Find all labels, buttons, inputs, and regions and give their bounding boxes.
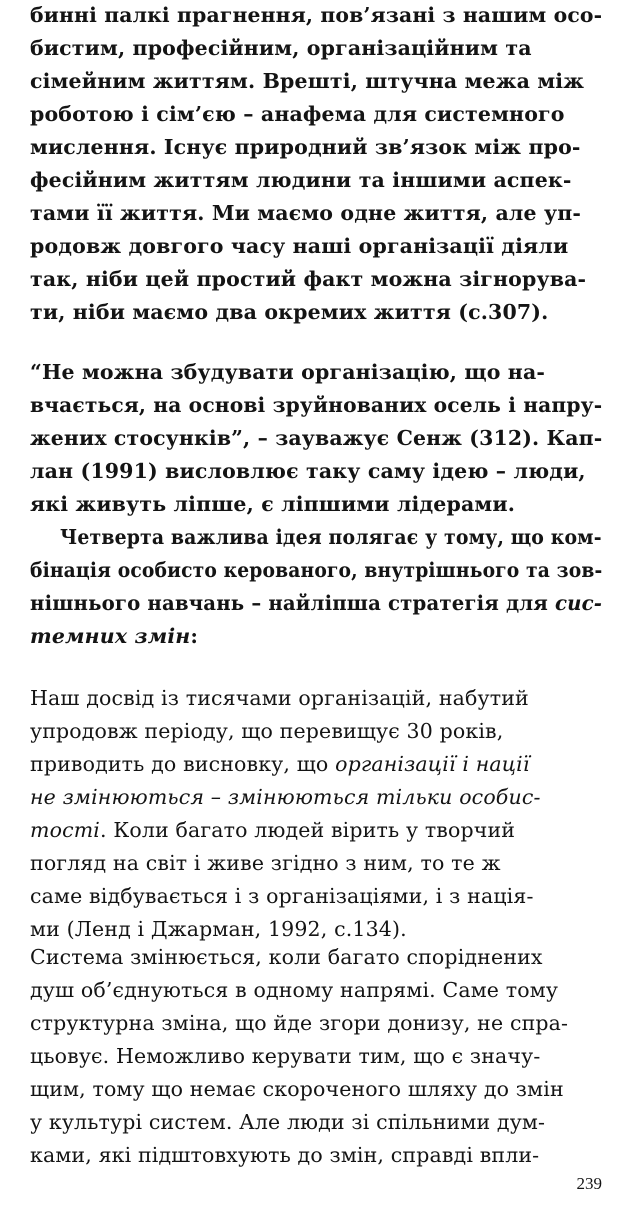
text-line: мислення. Існує природний зв’язок між про- [30,135,581,159]
text-line: “Не можна збудувати організацію, що на- [30,360,546,384]
text-line: бистим, професійним, організаційним та [30,36,532,60]
text-line: у культурі систем. Але люди зі спільними дум- [30,1110,546,1134]
emphasis-text: темних змін [30,624,191,648]
text-line: жених стосунків”, – зауважує Сенж (312). Кап- [30,426,603,450]
emphasis-text: сис- [555,591,603,615]
text-line: які живуть ліпше, є ліпшими лідерами. [30,492,516,516]
text-run: приводить до висновку, що [30,752,336,776]
text-line [30,624,198,648]
text-line: Четверта важлива ідея полягає у тому, що ком- [60,525,602,549]
emphasis-line: не змінюються – змінюються тільки особис- [30,785,541,809]
emphasis-text: організації і нації [335,752,530,776]
text-line: душ об’єднуються в одному напрямі. Саме тому [30,978,559,1002]
text-line: лан (1991) висловлює таку саму ідею – люди, [30,459,586,483]
text-line: так, ніби цей простий факт можна зігнорува- [30,267,587,291]
text-line: упродовж періоду, що перевищує 30 років, [30,719,504,743]
text-line: бінація особисто керованого, внутрішнього та зов- [30,558,603,582]
text-line: ти, ніби маємо два окремих життя (с.307). [30,300,549,324]
text-line [30,818,515,842]
text-line [30,591,602,615]
page-number: 239 [576,1174,602,1193]
text-line: сімейним життям. Врешті, штучна межа між [30,69,585,93]
text-line: бинні палкі прагнення, пов’язані з нашим осо- [30,3,603,27]
text-line: родовж довгого часу наші організації діяли [30,234,569,258]
text-line: Наш досвід із тисячами організацій, набутий [30,686,529,710]
text-line: саме відбувається і з організаціями, і з нація- [30,884,534,908]
text-line: тами її життя. Ми маємо одне життя, але уп- [30,201,582,225]
text-line: ми (Ленд і Джарман, 1992, с.134). [30,917,407,941]
text-line: Система змінюється, коли багато споріднених [30,945,543,969]
text-line: фесійним життям людини та іншими аспек- [30,168,572,192]
text-line: структурна зміна, що йде згори донизу, не спра- [30,1011,569,1035]
emphasis-text: тості [30,818,101,842]
text-run: . Коли багато людей вірить у творчий [100,818,516,842]
text-line: вчається, на основі зруйнованих осель і напру- [30,393,603,417]
text-line: роботою і сім’єю – анафема для системного [30,102,565,126]
text-run: нішнього навчань – найліпша стратегія для [30,591,556,615]
text-run: : [190,624,199,648]
text-line: погляд на світ і живе згідно з ним, то те ж [30,851,501,875]
text-line [30,752,530,776]
text-line: цьовує. Неможливо керувати тим, що є значу- [30,1044,541,1068]
text-line: щим, тому що немає скороченого шляху до змін [30,1077,564,1101]
text-line: ками, які підштовхують до змін, справді впли- [30,1143,540,1167]
